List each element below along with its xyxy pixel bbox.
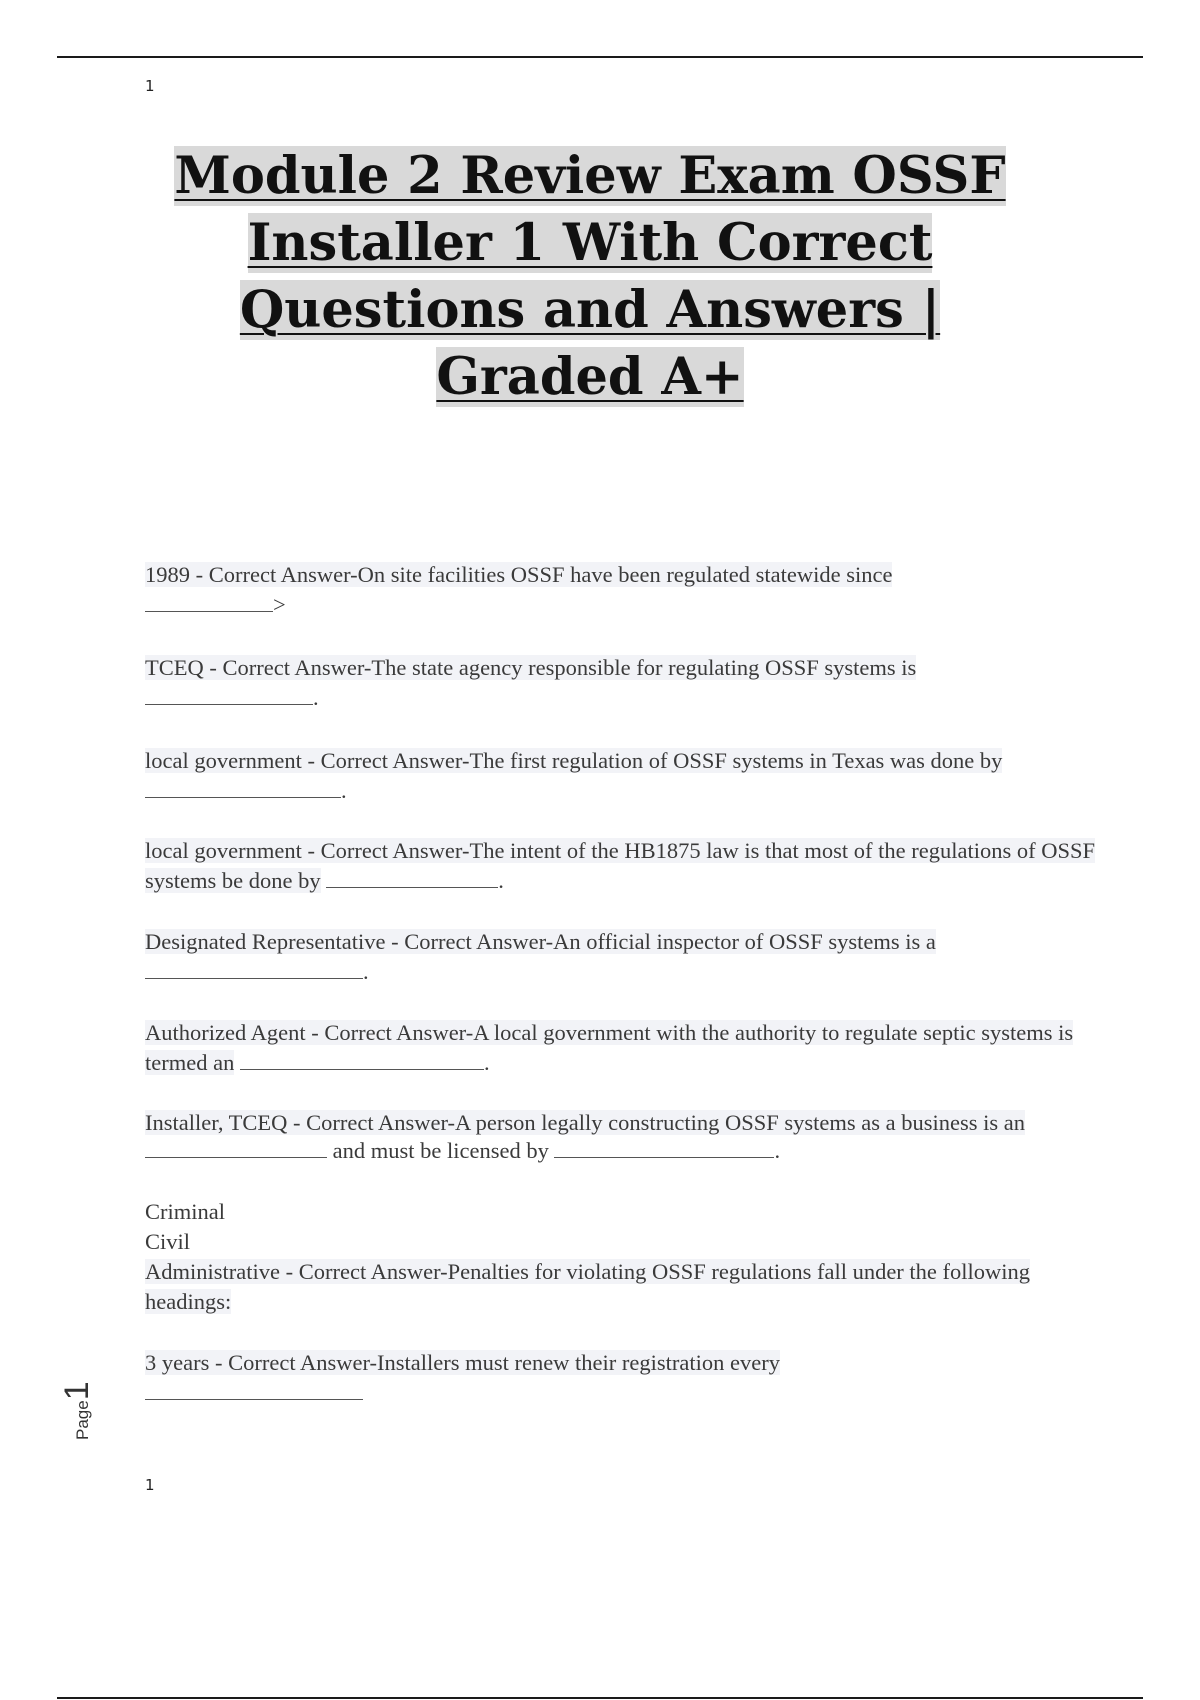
answer-text: 3 years (145, 1350, 210, 1375)
answer-separator: - Correct Answer- (209, 1350, 377, 1375)
question-text: The first regulation of OSSF systems in Texas was done by (469, 748, 1003, 773)
qa-item (145, 927, 1105, 987)
qa-item (145, 653, 1105, 713)
qa-item (145, 836, 1105, 896)
qa-text (145, 655, 916, 680)
answer-separator: - Correct Answer- (279, 1259, 448, 1284)
qa-item (145, 1348, 1105, 1408)
bottom-rule (57, 1697, 1143, 1699)
answer-separator: - Correct Answer- (305, 1020, 474, 1045)
page-label-number: 1 (58, 1381, 96, 1401)
answer-text: local government (145, 748, 302, 773)
blank-tail: . (483, 1050, 490, 1075)
qa-text (145, 562, 892, 587)
answer-blank (145, 960, 363, 979)
header-page-number: 1 (145, 77, 155, 95)
answer-separator: - Correct Answer- (385, 929, 554, 954)
question-text-continued: and must be licensed by (332, 1138, 549, 1163)
qa-item (145, 746, 1105, 806)
answer-blank (326, 869, 498, 888)
side-page-label (58, 1381, 97, 1440)
answer-blank (145, 779, 341, 798)
answer-blank (145, 593, 273, 612)
answer-blank (145, 1139, 327, 1158)
footer-page-number: 1 (145, 1476, 155, 1494)
qa-text (145, 1350, 780, 1375)
answer-separator: - Correct Answer- (301, 838, 470, 863)
blank-tail: . (363, 959, 369, 984)
blank-tail: . (498, 868, 504, 893)
answer-text: local government (145, 838, 302, 863)
answer-line: Criminal (145, 1199, 225, 1224)
answer-text: TCEQ (145, 655, 204, 680)
answer-separator: - Correct Answer- (287, 1110, 456, 1135)
title-text: Module 2 Review Exam OSSF Installer 1 With Correct Questions and Answers | Graded A+ (174, 146, 1006, 407)
qa-text (145, 1259, 1030, 1314)
answer-text: Designated Representative (145, 929, 386, 954)
answer-text: 1989 (145, 562, 190, 587)
answer-line: Civil (145, 1229, 191, 1254)
answer-blank (554, 1139, 774, 1158)
question-text: The state agency responsible for regulating OSSF systems is (371, 655, 917, 680)
answer-separator: - Correct Answer- (203, 655, 372, 680)
question-text: The intent of the HB1875 law is that most of the regulations of OSSF systems be done by (145, 838, 1096, 893)
answer-blank (145, 686, 313, 705)
answer-separator: - Correct Answer- (190, 562, 358, 587)
qa-item (145, 560, 1105, 620)
question-text: On site facilities OSSF have been regulated statewide since (357, 562, 893, 587)
answer-line: Administrative (145, 1259, 280, 1284)
answer-blank (145, 1381, 363, 1400)
qa-item (145, 1018, 1105, 1078)
blank-tail: . (341, 778, 347, 803)
question-text: An official inspector of OSSF systems is a (553, 929, 936, 954)
top-rule (57, 56, 1143, 58)
document-title (140, 143, 1040, 411)
qa-text (145, 929, 936, 954)
blank-tail: > (273, 592, 286, 617)
answer-separator: - Correct Answer- (301, 748, 470, 773)
blank-tail: . (774, 1138, 781, 1163)
qa-list (145, 560, 1105, 1439)
question-text: Penalties for violating OSSF regulations fall under the following headings: (145, 1259, 1031, 1314)
question-text: Installers must renew their registration every (376, 1350, 780, 1375)
question-text: A person legally constructing OSSF systems as a business is an (455, 1110, 1026, 1135)
blank-tail: . (313, 685, 319, 710)
page-label-text: Page (73, 1400, 92, 1440)
qa-text (145, 748, 1002, 773)
answer-blank (240, 1051, 484, 1070)
answer-text: Installer, TCEQ (145, 1110, 288, 1135)
qa-text (145, 1110, 1025, 1135)
qa-item (145, 1197, 1105, 1317)
question-text: A local government with the authority to regulate septic systems is termed an (145, 1020, 1074, 1075)
qa-text (145, 838, 1095, 893)
answer-text: Authorized Agent (145, 1020, 306, 1045)
qa-item (145, 1109, 1105, 1165)
